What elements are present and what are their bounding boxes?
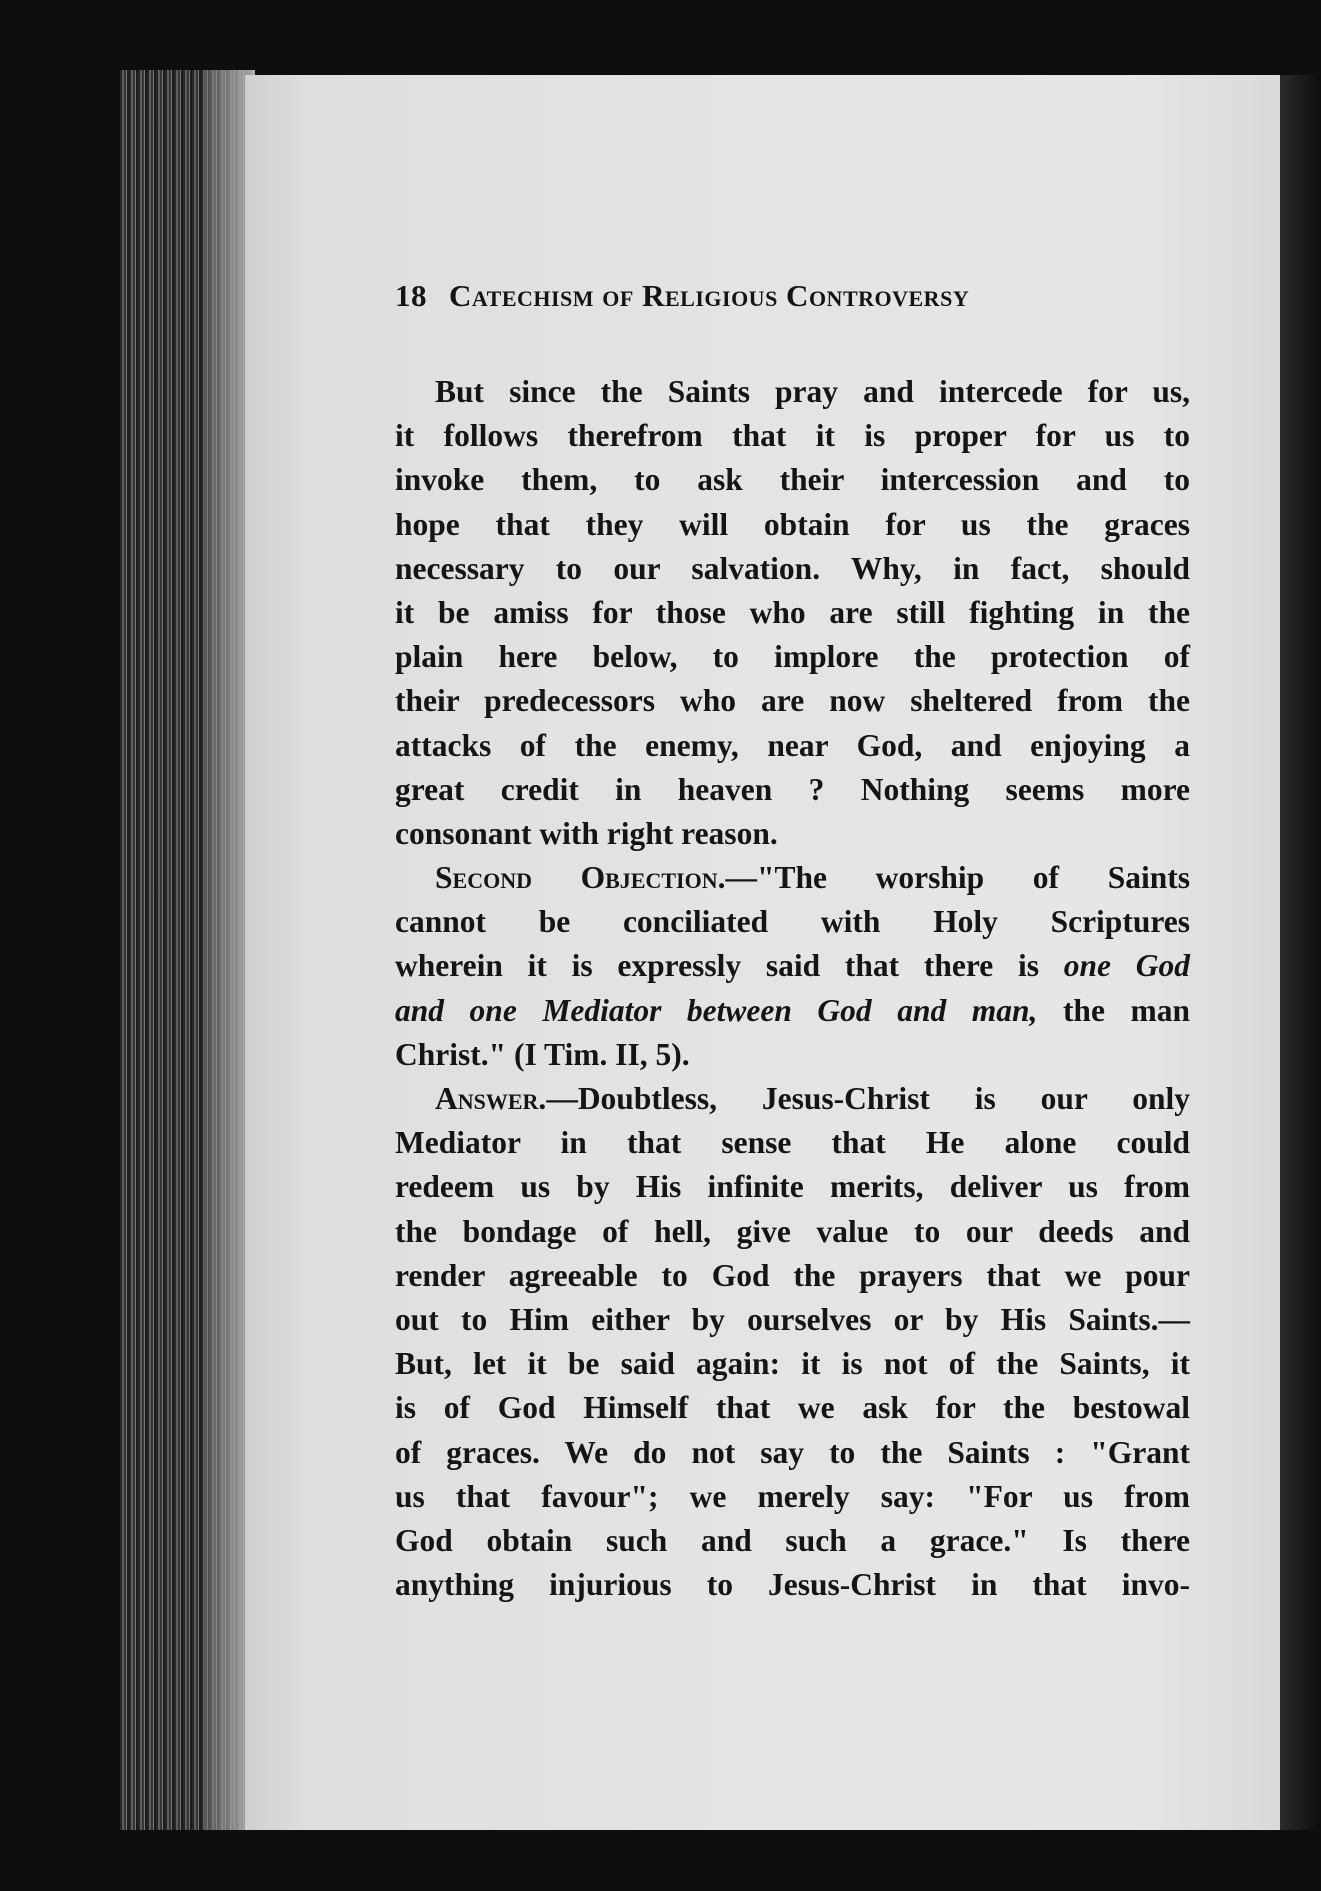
text-line: their predecessors who are now sheltered from the [395, 683, 1190, 719]
page-right-shadow [1280, 75, 1321, 1830]
text-line: out to Him either by ourselves or by His Saints.— [395, 1301, 1190, 1337]
text-line: anything injurious to Jesus-Christ in that invo- [395, 1567, 1190, 1603]
objection-line [395, 944, 1190, 988]
objection-text: wherein it is expressly said that there is [395, 948, 1064, 984]
text-line: But, let it be said again: it is not of the Saints, it [395, 1346, 1190, 1382]
answer-label: Answer. [435, 1081, 547, 1116]
text-line: plain here below, to implore the protection of [395, 639, 1190, 675]
text-line: hope that they will obtain for us the graces [395, 506, 1190, 542]
text-line: invoke them, to ask their intercession and to [395, 462, 1190, 498]
text-line: great credit in heaven ? Nothing seems more [395, 771, 1190, 807]
answer-text: —Doubtless, Jesus-Christ is our only [546, 1081, 1190, 1116]
text-line: consonant with right reason. [395, 815, 778, 851]
objection-text: —"The worship of Saints [725, 860, 1190, 896]
text-line: render agreeable to God the prayers that we pour [395, 1257, 1190, 1293]
scripture-quote: and one Mediator between God and man, [395, 992, 1038, 1028]
text-line: God obtain such and such a grace." Is there [395, 1522, 1190, 1558]
text-line: us that favour"; we merely say: "For us from [395, 1478, 1190, 1514]
objection-label: Second Objection. [435, 860, 726, 896]
answer-line [395, 1077, 1190, 1121]
text-line: the bondage of hell, give value to our deeds and [395, 1213, 1190, 1249]
objection-line [395, 856, 1190, 900]
text-line: cannot be conciliated with Holy Scriptures [395, 904, 1190, 940]
running-title: Catechism of Religious Controversy [449, 278, 970, 313]
text-line: it follows therefrom that it is proper for us to [395, 418, 1190, 454]
objection-text: the man [1037, 992, 1190, 1028]
body-text [395, 370, 1190, 1607]
text-line: of graces. We do not say to the Saints : "Grant [395, 1434, 1190, 1470]
text-line: attacks of the enemy, near God, and enjoying a [395, 727, 1190, 763]
text-line: Christ." (I Tim. II, 5). [395, 1036, 690, 1072]
text-line: is of God Himself that we ask for the bestowal [395, 1390, 1190, 1426]
page-number: 18 [395, 278, 427, 313]
text-line: But since the Saints pray and intercede for us, [435, 374, 1190, 409]
running-head [395, 278, 1175, 314]
text-line: it be amiss for those who are still fighting in the [395, 594, 1190, 630]
scripture-quote: one God [1063, 948, 1190, 984]
text-line: Mediator in that sense that He alone could [395, 1125, 1190, 1161]
text-line: necessary to our salvation. Why, in fact, should [395, 550, 1190, 586]
text-line: redeem us by His infinite merits, deliver us from [395, 1169, 1190, 1205]
objection-line [395, 989, 1190, 1033]
